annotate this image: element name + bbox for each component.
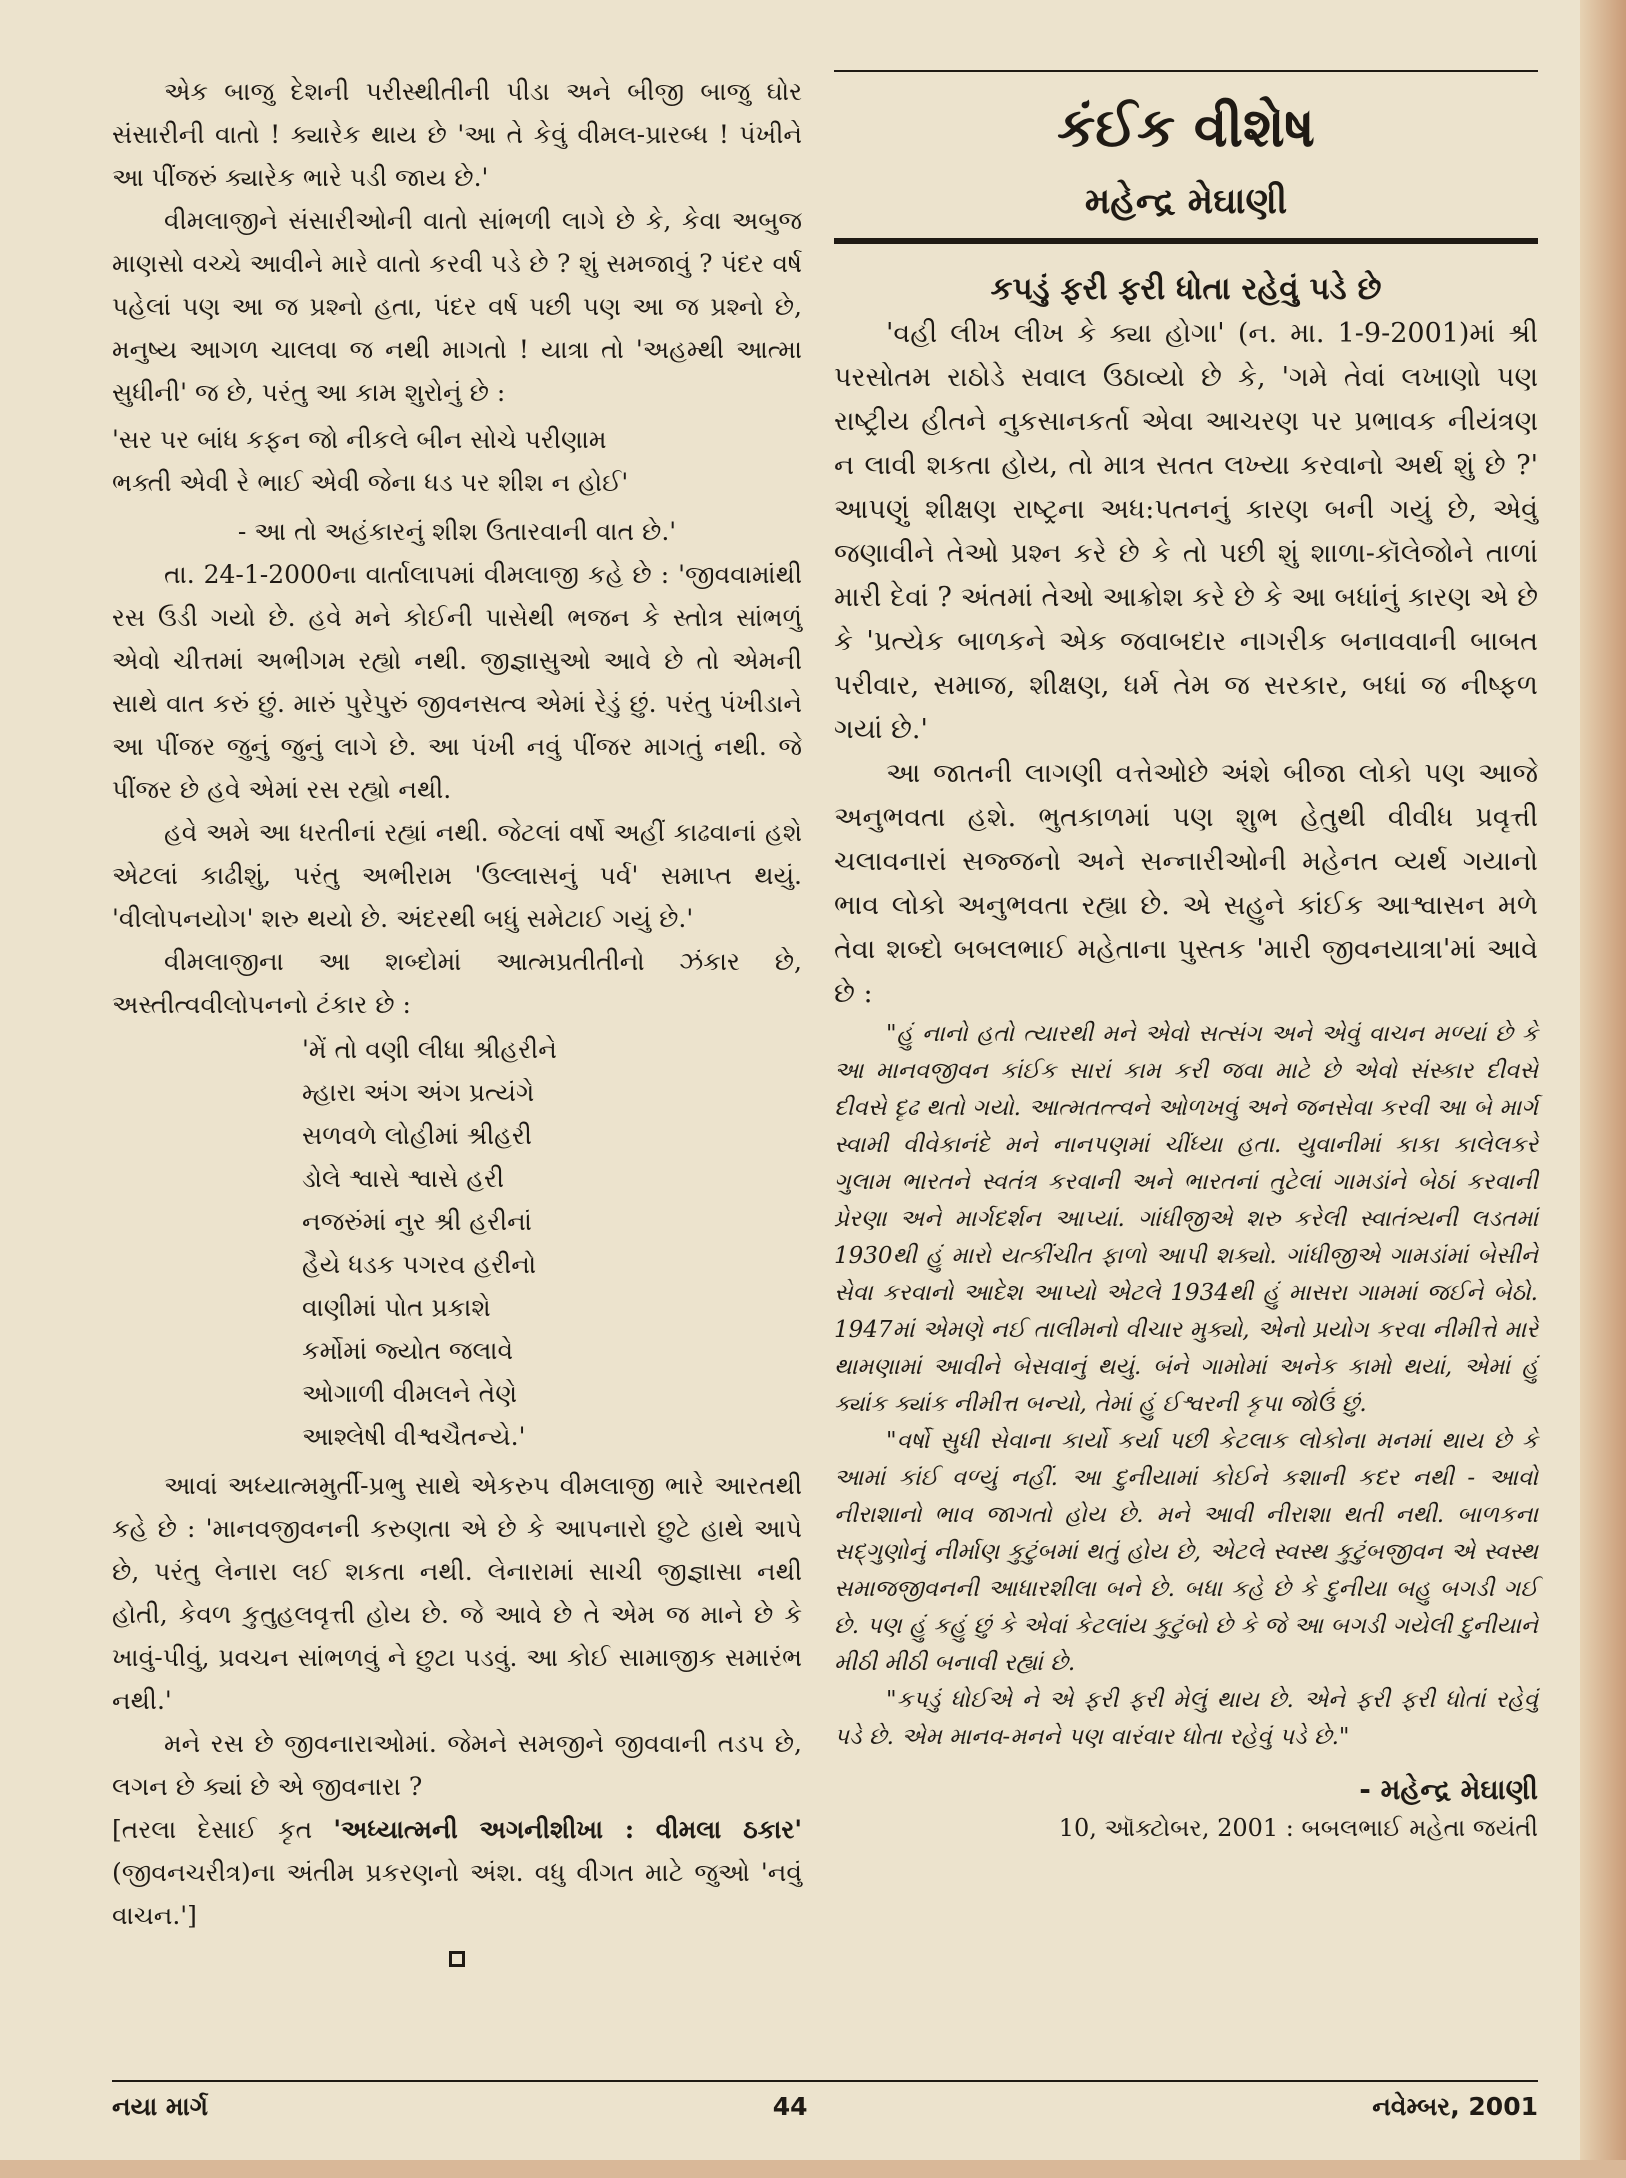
paragraph: વીમલાજીને સંસારીઓની વાતો સાંભળી લાગે છે કે, કેવા અબુજ માણસો વચ્ચે આવીને મારે વાતો કરવી પડે છે ? શું સમજાવું ? પંદર વર્ષ પહેલાં પણ આ જ પ્રશ્નો હતા, પંદર વર્ષ પછી પણ આ જ પ્રશ્નો છે, મનુષ્ય આગળ ચાલવા જ નથી માગતો ! યાત્રા તો 'અહમ્થી આત્મા સુધીની' જ છે, પરંતુ આ કામ શુરોનું છે : (112, 206, 802, 407)
paragraph: - આ તો અહંકારનું શીશ ઉતારવાની વાત છે.' (237, 517, 677, 546)
column-author: મહેન્દ્ર મેઘાણી (1084, 181, 1288, 222)
page-edge-bottom (0, 2160, 1626, 2178)
paragraph: આ જાતની લાગણી વત્તેઓછે અંશે બીજા લોકો પણ આજે અનુભવતા હશે. ભુતકાળમાં પણ શુભ હેતુથી વીવીધ પ્રવૃત્તી ચલાવનારાં સજ્જનો અને સન્નારીઓની મહેનત વ્યર્થ ગયાનો ભાવ લોકો અનુભવતા રહ્યા છે. એ સહુને કાંઈક આશ્વાસન મળે તેવા શબ્દો બબલભાઈ મહેતાના પુસ્તક 'મારી જીવનયાત્રા'માં આવે છે : (834, 758, 1538, 1009)
book-title: 'અધ્યાત્મની અગનીશીખા : વીમલા ઠકાર' (333, 1815, 802, 1844)
verse-line: હૈયે ધડક પગરવ હરીનો (302, 1250, 537, 1279)
verse-line: મ્હારા અંગ અંગ પ્રત્યંગે (302, 1078, 535, 1107)
quote-paragraph: "હું નાનો હતો ત્યારથી મને એવો સત્સંગ અને એવું વાચન મળ્યાં છે કે આ માનવજીવન કાંઈક સારાં કામ કરી જવા માટે છે એવો સંસ્કાર દીવસે દીવસે દૃઢ થતો ગયો. આત્મતત્ત્વને ઓળખવું અને જનસેવા કરવી આ બે માર્ગ સ્વામી વીવેકાનંદે મને નાનપણમાં ચીંધ્યા હતા. યુવાનીમાં કાકા કાલેલકરે ગુલામ ભારતને સ્વતંત્ર કરવાની અને ભારતનાં તુટેલાં ગામડાંને બેઠાં કરવાની પ્રેરણા અને માર્ગદર્શન આપ્યાં. ગાંધીજીએ શરુ કરેલી સ્વાતંત્ર્યની લડતમાં 1930થી હું મારો યત્કીંચીત ફાળો આપી શક્યો. ગાંધીજીએ ગામડાંમાં બેસીને સેવા કરવાનો આદેશ આપ્યો એટલે 1934થી હું માસરા ગામમાં જઈને બેઠો. 1947માં એમણે નઈ તાલીમનો વીચાર મુક્યો, એનો પ્રયોગ કરવા નીમીત્તે મારે થામણામાં આવીને બેસવાનું થયું. બંને ગામોમાં અનેક કામો થયાં, એમાં હું ક્યાંક ક્યાંક નીમીત્ત બન્યો, તેમાં હું ઈશ્વરની કૃપા જોઉં છું. (834, 1021, 1538, 1417)
verse-block (112, 1028, 802, 1458)
page-footer (112, 2080, 1538, 2122)
source-note-text: (જીવનચરીત્ર)ના અંતીમ પ્રકરણનો અંશ. વધુ વીગત માટે જુઓ 'નવું વાચન.'] (112, 1858, 802, 1930)
left-column (112, 70, 802, 1967)
quote-paragraph: "કપડું ધોઈએ ને એ ફરી ફરી મેલું થાય છે. એને ફરી ફરી ધોતાં રહેવું પડે છે. એમ માનવ-મનને પણ વારંવાર ધોતા રહેવું પડે છે." (834, 1687, 1538, 1750)
paragraph: 'વહી લીખ લીખ કે ક્યા હોગા' (ન. મા. 1-9-2001)માં શ્રી પરસોતમ રાઠોડે સવાલ ઉઠાવ્યો છે કે, 'ગમે તેવાં લખાણો પણ રાષ્ટ્રીય હીતને નુકસાનકર્તા એવા આચરણ પર પ્રભાવક નીયંત્રણ ન લાવી શકતા હોય, તો માત્ર સતત લખ્યા કરવાનો અર્થ શું છે ?' આપણું શીક્ષણ રાષ્ટ્રના અધ:પતનનું કારણ બની ગયું છે, એવું જણાવીને તેઓ પ્રશ્ન કરે છે કે તો પછી શું શાળા-કૉલેજોને તાળાં મારી દેવાં ? અંતમાં તેઓ આક્રોશ કરે છે કે આ બધાંનું કારણ એ છે કે 'પ્રત્યેક બાળકને એક જવાબદાર નાગરીક બનાવવાની બાબત પરીવાર, સમાજ, શીક્ષણ, ધર્મ તેમ જ સરકાર, બધાં જ નીષ્ફળ ગયાં છે.' (834, 318, 1538, 745)
verse-line: નજરુંમાં નુર શ્રી હરીનાં (302, 1207, 532, 1236)
paragraph: વીમલાજીના આ શબ્દોમાં આત્મપ્રતીતીનો ઝંકાર છે, અસ્તીત્વવીલોપનનો ટંકાર છે : (112, 947, 802, 1019)
verse-line: 'મેં તો વણી લીધા શ્રીહરીને (302, 1035, 557, 1064)
verse-line: આશ્લેષી વીશ્વચૈતન્યે.' (302, 1422, 526, 1451)
date-line: 10, ઑક્ટોબર, 2001 : બબલભાઈ મહેતા જયંતી (1058, 1814, 1538, 1842)
magazine-name: નયા માર્ગ (112, 2092, 208, 2121)
verse-line: કર્મોમાં જ્યોત જલાવે (302, 1336, 514, 1365)
page-number: 44 (772, 2092, 808, 2121)
paragraph: આવાં અધ્યાત્મમુર્તી-પ્રભુ સાથે એકરુપ વીમલાજી ભારે આરતથી કહે છે : 'માનવજીવનની કરુણતા એ છે કે આપનારો છુટે હાથે આપે છે, પરંતુ લેનારા લઈ શકતા નથી. લેનારામાં સાચી જીજ્ઞાસા નથી હોતી, કેવળ કુતુહલવૃત્તી હોય છે. જે આવે છે તે એમ જ માને છે કે ખાવું-પીવું, પ્રવચન સાંભળવું ને છુટા પડવું. આ કોઈ સામાજીક સમારંભ નથી.' (112, 1471, 802, 1715)
verse-line: સળવળે લોહીમાં શ્રીહરી (302, 1121, 532, 1150)
paragraph: હવે અમે આ ધરતીનાં રહ્યાં નથી. જેટલાં વર્ષો અહીં કાઢવાનાં હશે એટલાં કાઢીશું, પરંતુ અભીરામ 'ઉલ્લાસનું પર્વ' સમાપ્ત થયું. 'વીલોપનયોગ' શરુ થયો છે. અંદરથી બધું સમેટાઈ ગયું છે.' (112, 818, 802, 933)
verse-line: ડોલે શ્વાસે શ્વાસે હરી (302, 1164, 505, 1193)
paragraph: મને રસ છે જીવનારાઓમાં. જેમને સમજીને જીવવાની તડપ છે, લગન છે ક્યાં છે એ જીવનારા ? (112, 1729, 802, 1801)
article-title: કપડું ફરી ફરી ધોતા રહેવું પડે છે (990, 271, 1382, 307)
right-column (834, 70, 1538, 1846)
verse-line: 'સર પર બાંધ કફન જો નીકલે બીન સોચે પરીણામ (112, 425, 607, 454)
verse-block (112, 418, 802, 504)
issue-date: નવેમ્બર, 2001 (1372, 2092, 1538, 2121)
paragraph: તા. 24-1-2000ના વાર્તાલાપમાં વીમલાજી કહે છે : 'જીવવામાંથી રસ ઉડી ગયો છે. હવે મને કોઈની પાસેથી ભજન કે સ્તોત્ર સાંભળું એવો ચીત્તમાં અભીગમ રહ્યો નથી. જીજ્ઞાસુઓ આવે છે તો એમની સાથે વાત કરું છું. મારું પુરેપુરું જીવનસત્વ એમાં રેડું છું. પરંતુ પંખીડાને આ પીંજર જુનું જુનું લાગે છે. આ પંખી નવું પીંજર માગતું નથી. જે પીંજર છે હવે એમાં રસ રહ્યો નથી. (112, 560, 802, 804)
end-mark-icon (449, 1951, 465, 1967)
verse-line: વાણીમાં પોત પ્રકાશે (302, 1293, 491, 1322)
divider (834, 70, 1538, 72)
verse-line: ભક્તી એવી રે ભાઈ એવી જેના ધડ પર શીશ ન હોઈ' (112, 468, 629, 497)
quote-paragraph: "વર્ષો સુધી સેવાના કાર્યો કર્યા પછી કેટલાક લોકોના મનમાં થાય છે કે આમાં કાંઈ વળ્યું નહીં. આ દુનીયામાં કોઈને કશાની કદર નથી - આવો નીરાશાનો ભાવ જાગતો હોય છે. મને આવી નીરાશા થતી નથી. બાળકના સદ્ગુણોનું નીર્માણ કુટુંબમાં થતું હોય છે, એટલે સ્વસ્થ કુટુંબજીવન એ સ્વસ્થ સમાજજીવનની આધારશીલા બને છે. બધા કહે છે કે દુનીયા બહુ બગડી ગઈ છે. પણ હું કહું છું કે એવાં કેટલાંય કુટુંબો છે કે જે આ બગડી ગયેલી દુનીયાને મીઠી મીઠી બનાવી રહ્યાં છે. (834, 1428, 1538, 1676)
divider (834, 238, 1538, 244)
signature: - મહેન્દ્ર મેઘાણી (1359, 1773, 1538, 1806)
quotation (834, 1016, 1538, 1756)
column-title: કંઈક વીશેષ (1057, 96, 1315, 159)
page-edge (1580, 0, 1626, 2178)
source-note-text: [તરલા દેસાઈ કૃત (112, 1815, 334, 1844)
verse-line: ઓગાળી વીમલને તેણે (302, 1379, 517, 1408)
paragraph: એક બાજુ દેશની પરીસ્થીતીની પીડા અને બીજી બાજુ ઘોર સંસારીની વાતો ! ક્યારેક થાય છે 'આ તે કેવું વીમલ-પ્રારબ્ધ ! પંખીને આ પીંજરું ક્યારેક ભારે પડી જાય છે.' (112, 77, 802, 192)
source-note (112, 1808, 802, 1937)
